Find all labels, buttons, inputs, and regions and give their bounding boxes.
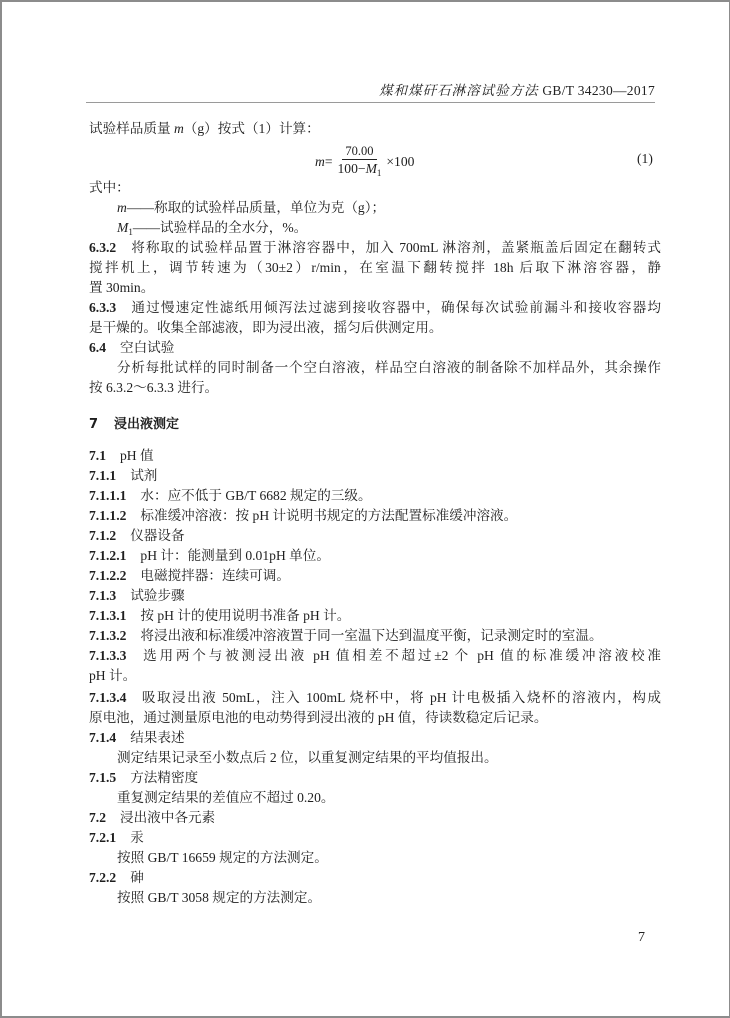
clause-7-2-2: 7.2.2 砷 — [89, 870, 144, 885]
clause-6-3-2: 6.3.2 将称取的试验样品置于淋溶容器中，加入 700mL 淋溶剂，盖紧瓶盖后固定在翻转式 — [89, 240, 661, 255]
formula-fraction — [335, 143, 385, 182]
clause-6-3-3: 6.3.3 通过慢速定性滤纸用倾泻法过滤到接收容器中，确保每次试验前漏斗和接收容器均 — [89, 300, 661, 315]
intro-line: 试验样品质量 m（g）按式（1）计算： — [89, 121, 320, 136]
clause-6-4: 6.4 空白试验 — [89, 340, 175, 355]
formula-times: ×100 — [386, 154, 415, 169]
running-header — [86, 79, 655, 99]
formula-denominator: $100-M_1$ — [337, 160, 382, 178]
clause-7-1-3-2: 7.1.3.2 将浸出液和标准缓冲溶液置于同一室温下达到温度平衡，记录测定时的室温。 — [89, 628, 603, 643]
clause-7-2: 7.2 浸出液中各元素 — [89, 810, 216, 825]
clause-7-1-2-2: 7.1.2.2 电磁搅拌器：连续可调。 — [89, 568, 290, 583]
formula-numerator: 70.00 — [342, 143, 376, 160]
formula-eq: = — [324, 154, 333, 169]
clause-7-1-4: 7.1.4 结果表述 — [89, 730, 185, 745]
page-number: 7 — [638, 930, 645, 945]
clause-7-1: 7.1 pH 值 — [89, 448, 154, 463]
clause-7-1-3-3-cont: pH 计。 — [89, 668, 137, 683]
clause-7-2-1-body: 按照 GB/T 16659 规定的方法测定。 — [117, 850, 328, 865]
equation-number: (1) — [637, 151, 653, 166]
clause-7-1-3-3: 7.1.3.3 选用两个与被测浸出液 pH 值相差不超过±2 个 pH 值的标准缓冲溶液校准 — [89, 648, 661, 663]
clause-7-1-1-1: 7.1.1.1 水：应不低于 GB/T 6682 规定的三级。 — [89, 488, 372, 503]
clause-6-4-body: 分析每批试样的同时制备一个空白溶液，样品空白溶液的制备除不加样品外，其余操作 — [117, 360, 661, 375]
clause-7-2-2-body: 按照 GB/T 3058 规定的方法测定。 — [117, 890, 322, 905]
where-item: m——称取的试验样品质量，单位为克（g）； — [117, 200, 386, 215]
clause-6-3-2-cont: 置 30min。 — [89, 280, 155, 295]
where-label: 式中： — [89, 180, 130, 195]
clause-7-1-4-body: 测定结果记录至小数点后 2 位，以重复测定结果的平均值报出。 — [117, 750, 498, 765]
clause-6-3-3-cont: 是干燥的。收集全部滤液，即为浸出液，摇匀后供测定用。 — [89, 320, 443, 335]
clause-7-1-3-4: 7.1.3.4 吸取浸出液 50mL，注入 100mL 烧杯中，将 pH 计电极插入烧杯的溶液内，构成 — [89, 690, 661, 705]
clause-7-1-3-1: 7.1.3.1 按 pH 计的使用说明书准备 pH 计。 — [89, 608, 351, 623]
clause-7-1-3: 7.1.3 试验步骤 — [89, 588, 185, 603]
header-standard-code: GB/T 34230—2017 — [542, 83, 655, 98]
header-title: 煤和煤矸石淋溶试验方法 — [379, 83, 539, 98]
clause-7-1-3-4-cont: 原电池，通过测量原电池的电动势得到浸出液的 pH 值，待读数稳定后记录。 — [89, 710, 548, 725]
section-7-heading: 7 浸出液测定 — [89, 417, 180, 432]
header-rule — [86, 102, 655, 103]
clause-7-1-1-2: 7.1.1.2 标准缓冲溶液：按 pH 计说明书规定的方法配置标准缓冲溶液。 — [89, 508, 518, 523]
formula — [315, 142, 414, 182]
clause-7-1-1: 7.1.1 试剂 — [89, 468, 158, 483]
clause-7-1-2-1: 7.1.2.1 pH 计：能测量到 0.01pH 单位。 — [89, 548, 330, 563]
clause-7-2-1: 7.2.1 汞 — [89, 830, 144, 845]
clause-7-1-5: 7.1.5 方法精密度 — [89, 770, 199, 785]
where-item: $M_1——$试验样品的全水分，%。 — [117, 220, 308, 237]
formula-lhs: m — [315, 154, 325, 169]
clause-6-3-2-cont: 搅拌机上，调节转速为（30±2）r/min，在室温下翻转搅拌 18h 后取下淋溶容器，静 — [89, 260, 661, 275]
clause-6-4-body-cont: 按 6.3.2～6.3.3 进行。 — [89, 380, 219, 395]
clause-7-1-2: 7.1.2 仪器设备 — [89, 528, 185, 543]
clause-7-1-5-body: 重复测定结果的差值应不超过 0.20。 — [117, 790, 335, 805]
